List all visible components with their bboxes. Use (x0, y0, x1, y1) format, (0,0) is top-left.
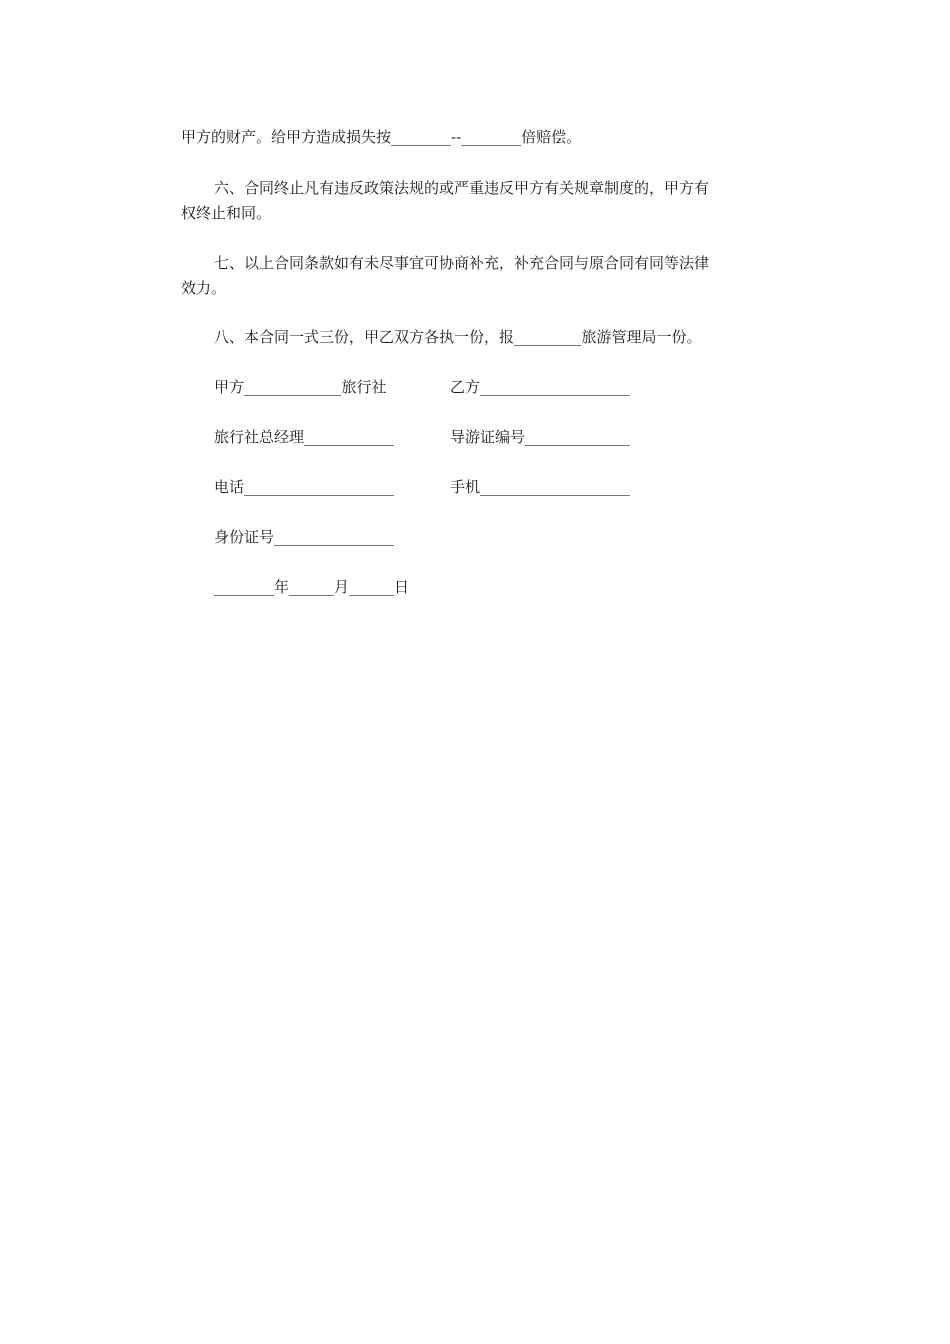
clause-eight: 八、本合同一式三份，甲乙双方各执一份，报_________旅游管理局一份。 (214, 328, 702, 346)
date-field: ________年______月______日 (214, 578, 410, 596)
general-manager-field: 旅行社总经理____________ (214, 428, 395, 446)
clause-seven-line-1: 七、以上合同条款如有未尽事宜可协商补充，补充合同与原合同有同等法律 (214, 254, 710, 272)
guide-id-field: 导游证编号______________ (450, 428, 631, 446)
clause-six-line-1: 六、合同终止凡有违反政策法规的或严重违反甲方有关规章制度的，甲方有 (214, 179, 710, 197)
id-number-field: 身份证号________________ (214, 528, 395, 546)
clause-six-line-2: 权终止和同。 (181, 204, 272, 222)
mobile-field: 手机____________________ (450, 478, 631, 496)
party-b-field: 乙方____________________ (450, 378, 631, 396)
party-a-field: 甲方_____________旅行社 (214, 378, 387, 396)
clause-seven-line-2: 效力。 (181, 279, 227, 297)
phone-field: 电话____________________ (214, 478, 395, 496)
clause-five-continuation: 甲方的财产。给甲方造成损失按________--________倍赔偿。 (181, 128, 582, 146)
